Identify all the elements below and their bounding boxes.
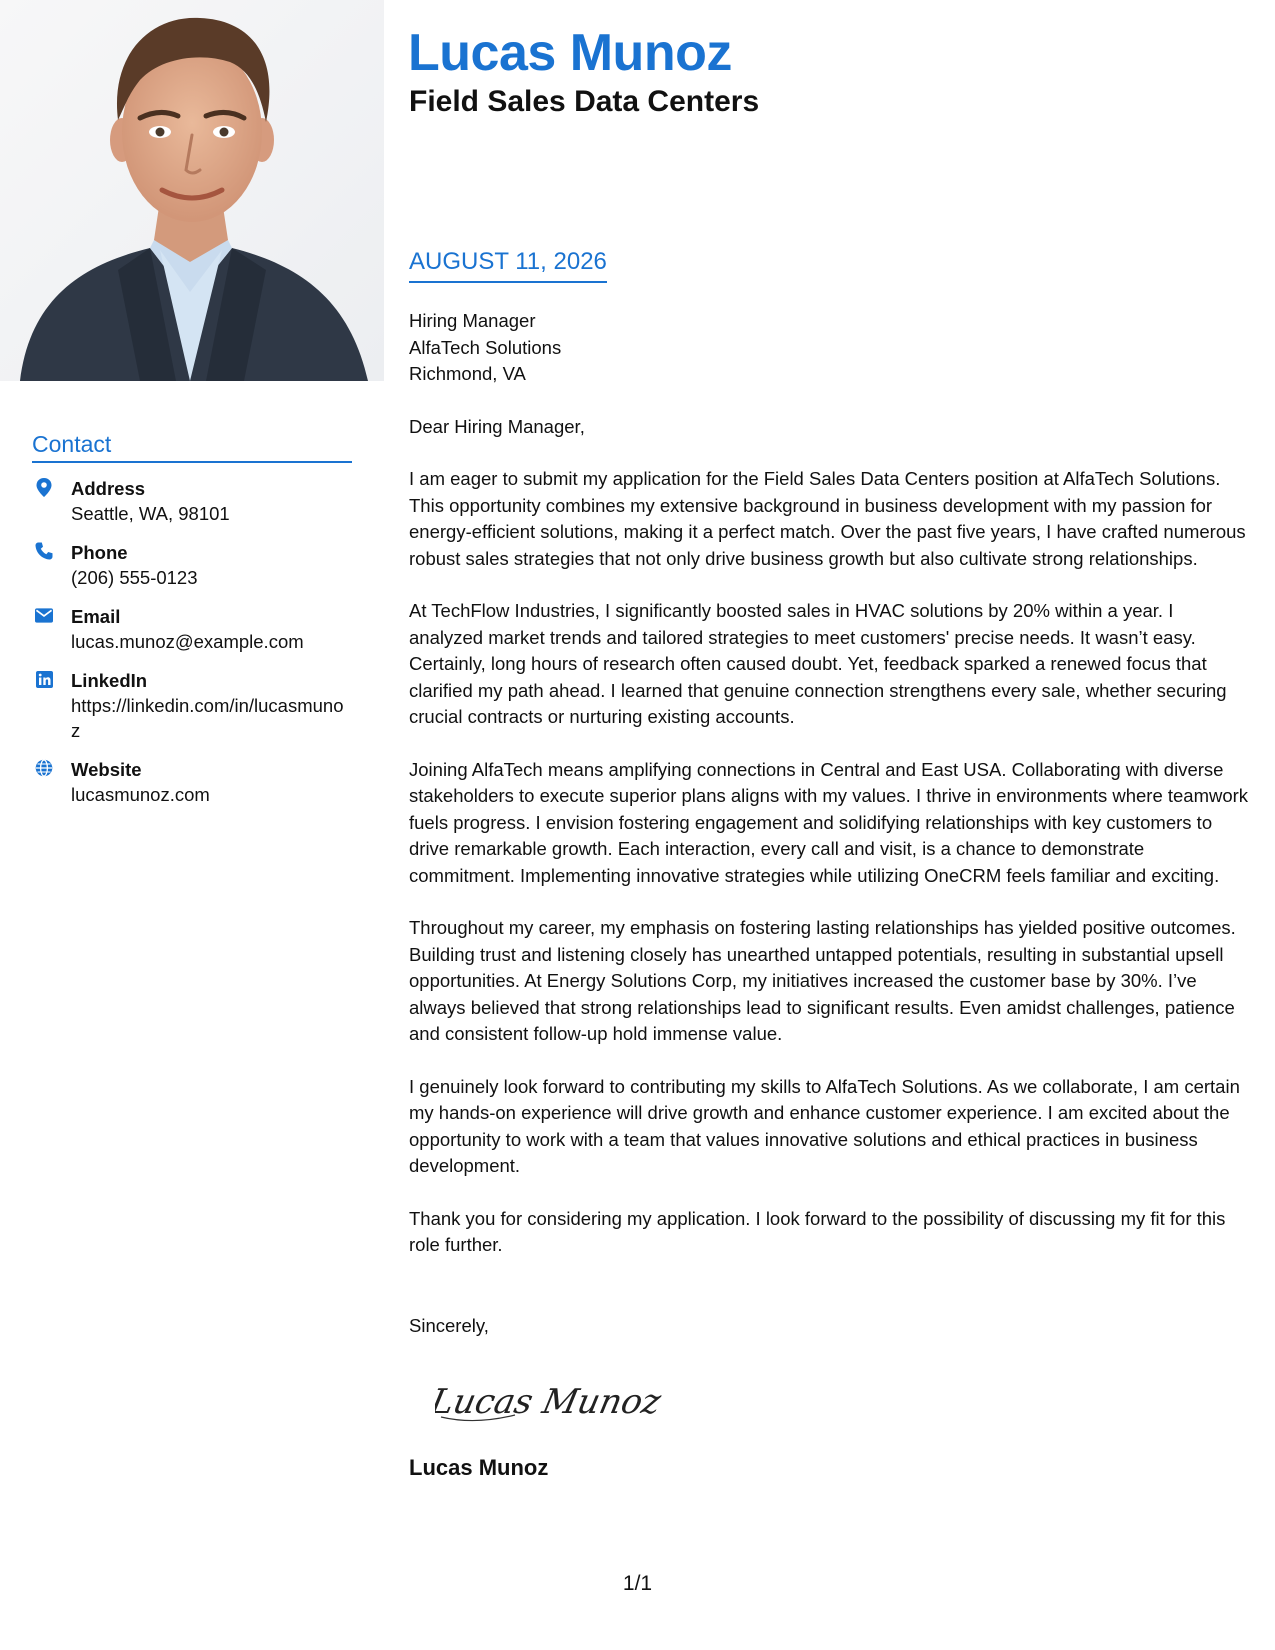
email-icon (35, 606, 53, 624)
linkedin-icon (35, 670, 53, 688)
page-number: 1/1 (622, 1572, 653, 1595)
contact-label: Address (71, 478, 146, 499)
contact-item-email (32, 605, 352, 654)
website-value[interactable]: lucasmunoz.com (71, 784, 210, 805)
contact-heading: Contact (32, 430, 352, 463)
letter-paragraph: At TechFlow Industries, I significantly boosted sales in HVAC solutions by 20% within a year. I analyzed market trends and tailored strategies to meet customers' precise needs. It wasn’t easy. Certainly, long hours of research often caused doubt. Yet, feedback sparked a renewed focus that clarified my path ahead. I learned that genuine connection strengthens every sale, whether securing crucial contracts or nurturing existing accounts. (409, 600, 1227, 727)
job-title: Field Sales Data Centers (409, 85, 760, 118)
handwritten-signature (435, 1365, 1249, 1435)
letter-paragraph: I am eager to submit my application for the Field Sales Data Centers position at AlfaTech Solutions. This opportunity combines my extensive background in business development with my passion for energy-efficient solutions, making it a perfect match. Over the past five years, I have crafted numerous robust sales strategies that not only drive business growth but also cultivate strong relationships. (409, 468, 1246, 569)
globe-icon (35, 759, 53, 777)
letter-paragraph: Throughout my career, my emphasis on fostering lasting relationships has yielded positive outcomes. Building trust and listening closely has unearthed untapped potentials, resulting in substantial upsell opportunities. At Energy Solutions Corp, my initiatives increased the customer base by 30%. I’ve always believed that strong relationships lead to significant results. Even amidst challenges, patience and consistent follow-up hold immense value. (409, 917, 1236, 1044)
recipient-line: Richmond, VA (409, 363, 526, 384)
address-value: Seattle, WA, 98101 (71, 503, 230, 524)
contact-label: Website (71, 759, 142, 780)
contact-item-address (32, 477, 352, 526)
contact-item-phone (32, 541, 352, 590)
applicant-name: Lucas Munoz (408, 24, 732, 82)
salutation: Dear Hiring Manager, (409, 415, 585, 437)
letter-paragraph: Joining AlfaTech means amplifying connections in Central and East USA. Collaborating with diverse stakeholders to execute superior plans aligns with my values. I thrive in environments where teamwork fuels progress. I envision fostering engagement and solidifying relationships with key customers to drive remarkable growth. Each interaction, every call and visit, is a chance to demonstrate commitment. Implementing innovative strategies while utilizing OneCRM feels familiar and exciting. (409, 758, 1249, 886)
phone-icon (35, 542, 53, 560)
letter-paragraph: I genuinely look forward to contributing my skills to AlfaTech Solutions. As we collaborate, I am certain my hands-on experience will drive growth and enhance customer experience. I am excited about the opportunity to work with a team that values innovative solutions and ethical practices in business development. (409, 1075, 1240, 1176)
signature-glyphs: Lucas Munoz (435, 1382, 665, 1422)
letter-body (409, 308, 1249, 1483)
contact-item-linkedin (32, 669, 352, 743)
recipient-block (409, 308, 1249, 388)
recipient-line: Hiring Manager (409, 310, 536, 331)
recipient-line: AlfaTech Solutions (409, 336, 562, 358)
contact-label: Phone (71, 542, 128, 563)
contact-label: LinkedIn (71, 670, 148, 691)
signer-name: Lucas Munoz (409, 1455, 549, 1480)
profile-photo (0, 0, 384, 381)
letter-date: AUGUST 11, 2026 (409, 246, 607, 283)
phone-value: (206) 555-0123 (71, 567, 198, 588)
linkedin-value[interactable]: https://linkedin.com/in/lucasmunoz (71, 695, 344, 741)
contact-item-website (32, 758, 352, 807)
letter-paragraph: Thank you for considering my application. I look forward to the possibility of discussing my fit for this role further. (409, 1207, 1226, 1255)
contact-sidebar (32, 430, 352, 822)
contact-label: Email (71, 606, 121, 627)
location-pin-icon (35, 478, 53, 496)
closing: Sincerely, (409, 1314, 489, 1336)
email-value[interactable]: lucas.munoz@example.com (71, 631, 304, 652)
